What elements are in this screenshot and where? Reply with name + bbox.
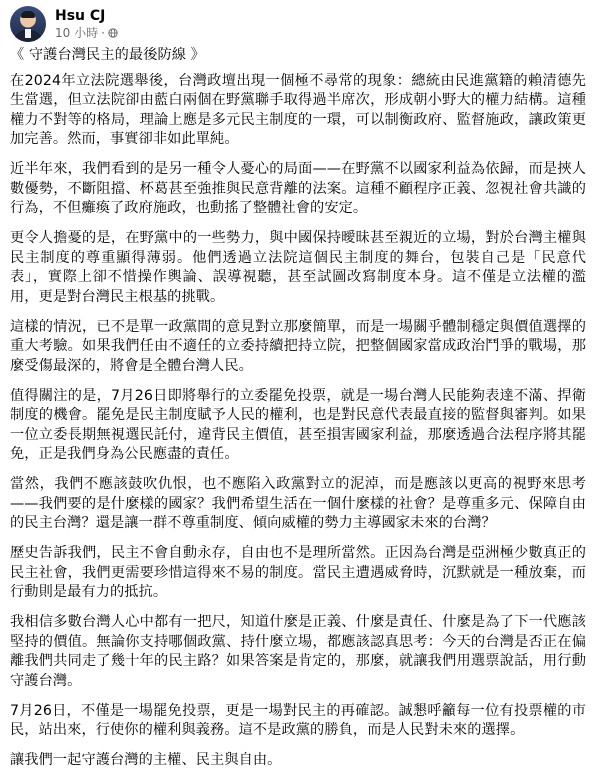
paragraph-7: 歷史告訴我們，民主不會自動永存，自由也不是理所當然。正因為台灣是亞洲極少數真正的民主社會，我們更需要珍惜這得來不易的制度。當民主遭遇威脅時，沉默就是一種放棄，而行動則是最有力的抵抗。 [10, 545, 586, 600]
post-body [10, 46, 586, 781]
paragraph-4: 這樣的情況，已不是單一政黨間的意見對立那麼簡單，而是一場關乎體制穩定與價值選擇的重大考驗。如果我們任由不適任的立委持續把持立院，把整個國家當成政治鬥爭的戰場，那麼受傷最深的，將會是全體台灣人民。 [10, 318, 586, 374]
paragraph-3: 更令人擔憂的是，在野黨中的一些勢力，與中國保持曖昧甚至親近的立場，對於台灣主權與民主制度的尊重顯得薄弱。他們透過立法院這個民主制度的舞台，包裝自己是「民意代表」，實際上卻不惜操作輿論、誤導視聽，甚至試圖改寫制度本身。這不僅是立法權的濫用，更是對台灣民主根基的挑戰。 [10, 230, 586, 305]
paragraph-8: 我相信多數台灣人心中都有一把尺，知道什麼是正義、什麼是責任、什麼是為了下一代應該堅持的價值。無論你支持哪個政黨、持什麼立場，都應該認真思考：今天的台灣是否正在偏離我們共同走了幾十年的民主路？如果答案是肯定的，那麼，就讓我們用選票說話，用行動守護台灣。 [10, 614, 586, 689]
globe-icon [108, 28, 118, 38]
paragraph-10: 讓我們一起守護台灣的主權、民主與自由。 [10, 752, 282, 768]
paragraph-5: 值得關注的是，7月26日即將舉行的立委罷免投票，就是一場台灣人民能夠表達不滿、捍衛制度的機會。罷免是民主制度賦予人民的權利，也是對民意代表最直接的監督與審判。如果一位立委長期無視選民託付，違背民主價值，甚至損害國家利益，那麼透過合法程序將其罷免，正是我們身為公民應盡的責任。 [10, 387, 586, 462]
author-name[interactable]: Hsu CJ [55, 8, 106, 24]
avatar[interactable] [10, 6, 46, 42]
paragraph-9: 7月26日，不僅是一場罷免投票，更是一場對民主的再確認。誠懇呼籲每一位有投票權的市民，站出來，行使你的權利與義務。這不是政黨的勝負，而是人民對未來的選擇。 [10, 702, 586, 738]
post-header [10, 4, 118, 44]
post-meta [55, 7, 118, 41]
post-timestamp[interactable]: 10 小時 [55, 26, 99, 40]
paragraph-1: 在2024年立法院選舉後，台灣政壇出現一個極不尋常的現象：總統由民進黨籍的賴清德先生當選，但立法院卻由藍白兩個在野黨聯手取得過半席次，形成朝小野大的權力結構。這種權力不對等的格局，理論上應是多元民主制度的一環，可以制衡政府、監督施政，讓政策更加完善。然而，事實卻非如此單純。 [10, 72, 586, 147]
paragraph-2: 近半年來，我們看到的是另一種令人憂心的局面——在野黨不以國家利益為依歸，而是挾人數優勢，不斷阻擋、杯葛甚至強推與民意背離的法案。這種不顧程序正義、忽視社會共識的行為，不但癱瘓了政府施政，也動搖了整體社會的安定。 [10, 161, 586, 216]
post-time-row [55, 25, 118, 41]
paragraph-6: 當然，我們不應該鼓吹仇恨，也不應陷入政黨對立的泥淖，而是應該以更高的視野來思考——我們要的是什麼樣的國家？我們希望生活在一個什麼樣的社會？是尊重多元、保障自由的民主台灣？還是讓一群不尊重制度、傾向威權的勢力主導國家未來的台灣？ [10, 476, 586, 531]
separator-dot: · [101, 26, 105, 40]
post-title: 《 守護台灣民主的最後防線 》 [10, 47, 205, 63]
